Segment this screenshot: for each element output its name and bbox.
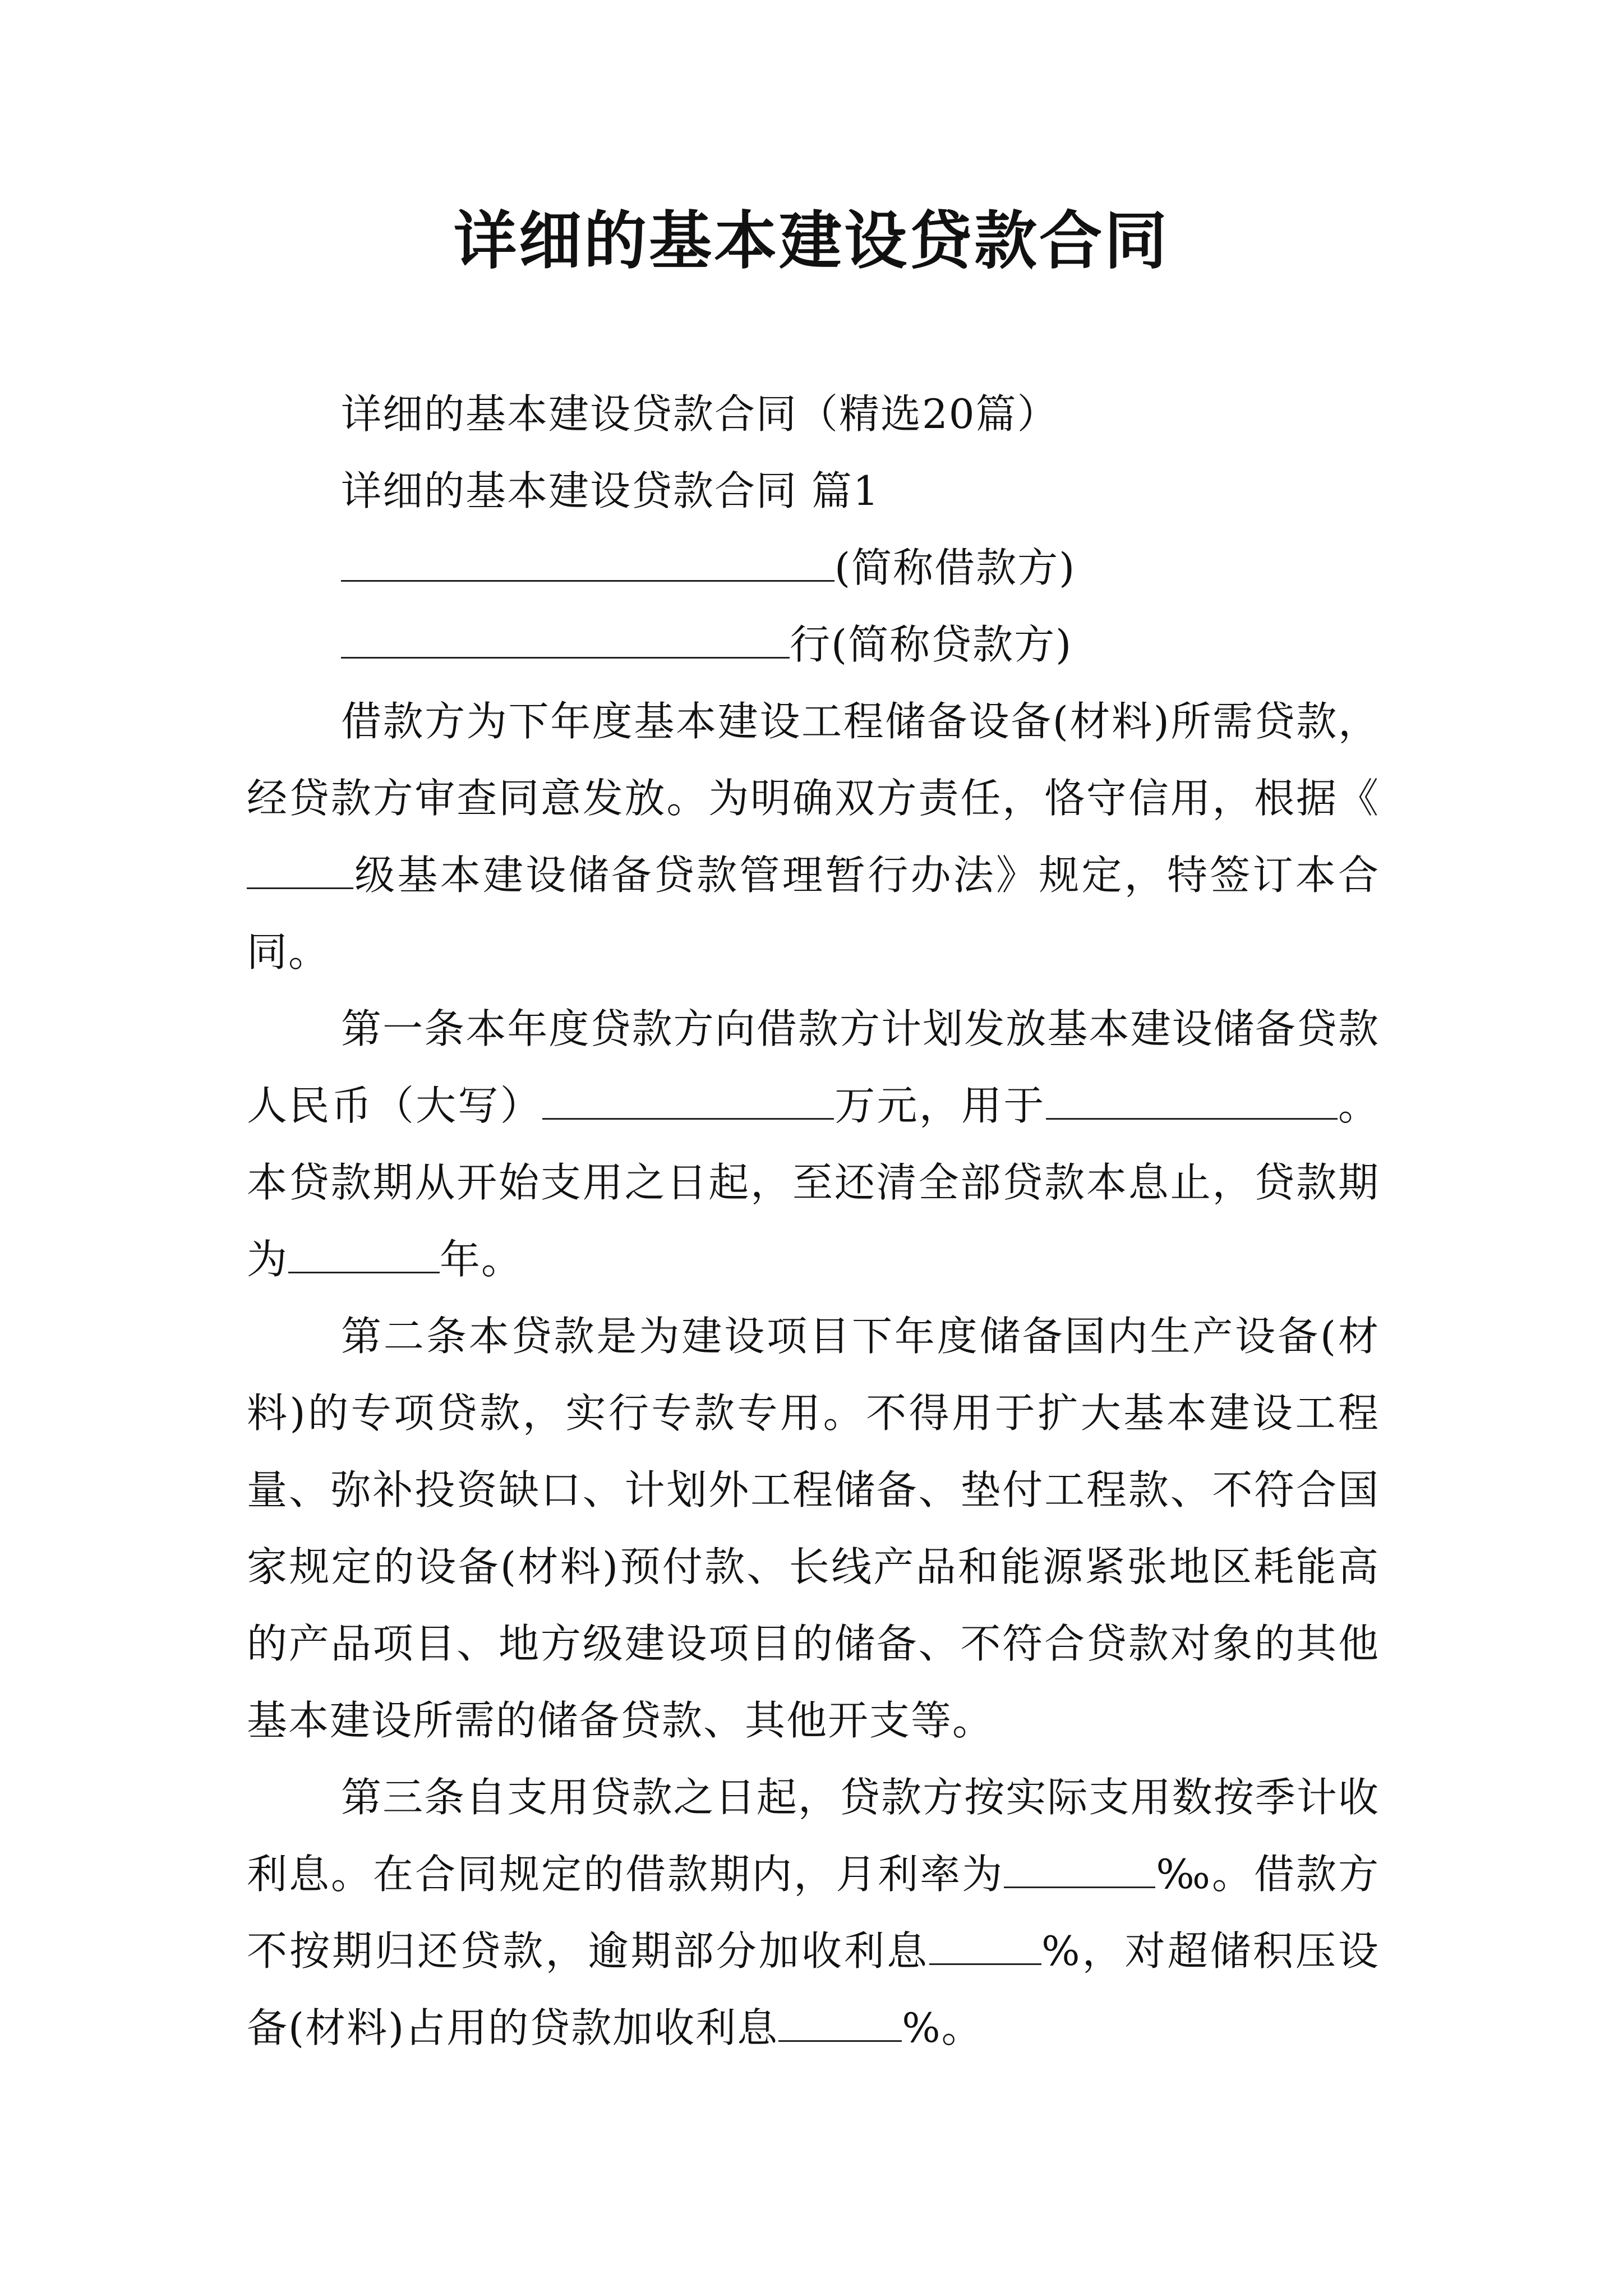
loan-term-blank (288, 1230, 440, 1273)
article-1-text-4: 年。 (440, 1236, 523, 1283)
section-heading: 详细的基本建设贷款合同 篇1 (341, 467, 880, 514)
document-subtitle: 详细的基本建设贷款合同（精选20篇） (341, 390, 1059, 438)
monthly-rate-blank (1004, 1845, 1155, 1888)
regulation-level-blank (247, 846, 353, 889)
article-1-text-2: 万元，用于 (833, 1082, 1046, 1129)
overstock-rate-blank (778, 1999, 902, 2042)
loan-amount-blank (542, 1076, 834, 1120)
borrower-suffix: (简称借款方) (834, 544, 1076, 591)
document-body (247, 376, 1380, 2067)
lender-name-blank (341, 615, 790, 659)
overdue-rate-blank (929, 1922, 1041, 1965)
loan-purpose-blank (1046, 1076, 1338, 1120)
article-3-text-3: %，对超储积压设备(材料)占用的贷款加收利息 (247, 1927, 1380, 2051)
article-1-text-3: 。本贷款期从开始支用之日起，至还清全部贷款本息止，贷款期为 (247, 1082, 1380, 1283)
article-3-text-4: %。 (902, 2004, 983, 2051)
party-lender-line (247, 606, 1380, 683)
article-3-paragraph (247, 1759, 1380, 2067)
article-3-text-2: ‰。借款方不按期归还贷款，逾期部分加收利息 (247, 1851, 1380, 1975)
article-2-paragraph: 第二条本贷款是为建设项目下年度储备国内生产设备(材料)的专项贷款，实行专款专用。不得用于扩大基本建设工程量、弥补投资缺口、计划外工程储备、垫付工程款、不符合国家规定的设备(材料)预付款、长线产品和能源紧张地区耗能高的产品项目、地方级建设项目的储备、不符合贷款对象的其他基本建设所需的储备贷款、其他开支等。 (247, 1313, 1380, 1744)
article-1-text-1: 第一条本年度贷款方向借款方计划发放基本建设储备贷款人民币（大写） (247, 1005, 1380, 1129)
intro-paragraph (247, 683, 1380, 991)
article-3-text-1: 第三条自支用贷款之日起，贷款方按实际支用数按季计收利息。在合同规定的借款期内，月利率为 (247, 1774, 1380, 1898)
lender-suffix: 行(简称贷款方) (790, 621, 1073, 668)
document-title: 详细的基本建设贷款合同 (454, 204, 1169, 278)
intro-text-2: 级基本建设储备贷款管理暂行办法》规定，特签订本合同。 (247, 852, 1380, 976)
party-borrower-line (247, 530, 1380, 606)
article-1-paragraph (247, 991, 1380, 1298)
borrower-name-blank (341, 539, 834, 582)
intro-text-1: 借款方为下年度基本建设工程储备设备(材料)所需贷款，经贷款方审查同意发放。为明确双方责任，恪守信用，根据《 (247, 698, 1380, 822)
